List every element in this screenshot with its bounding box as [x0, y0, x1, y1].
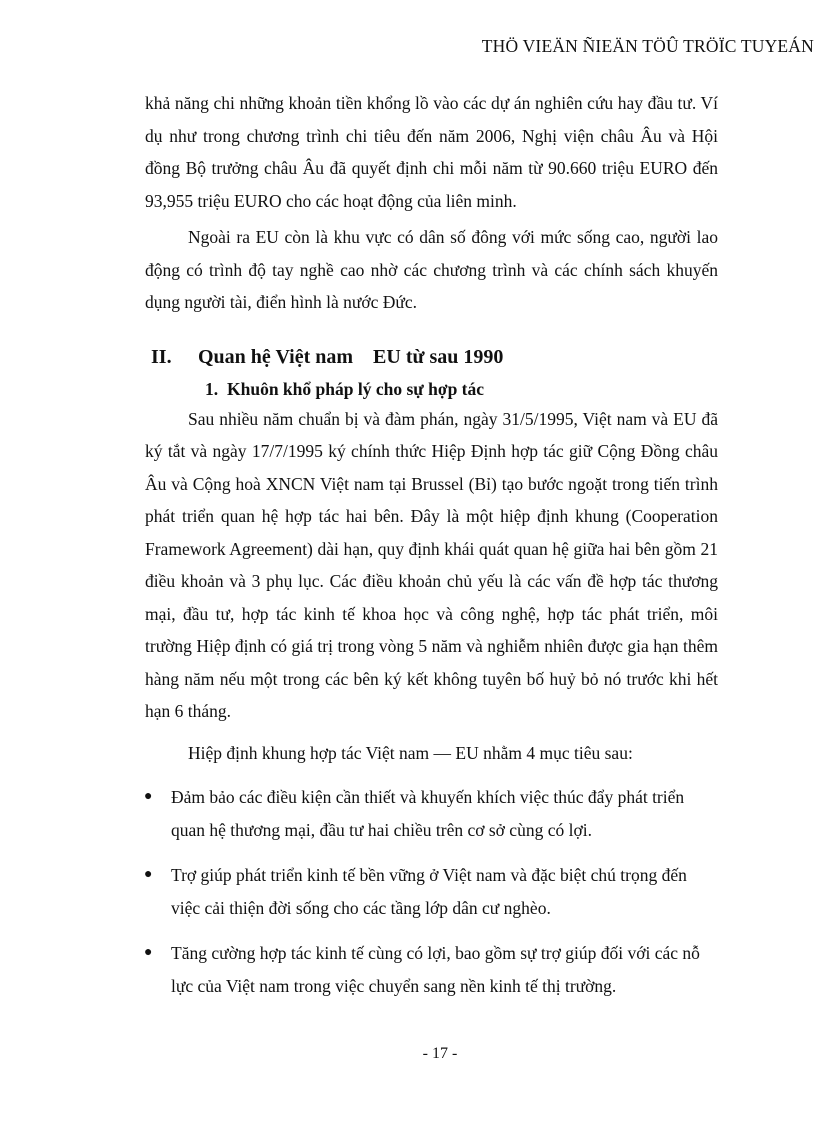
running-header: THÖ VIEÄN ÑIEÄN TÖÛ TRÖÏC TUYEÁN [481, 36, 814, 56]
subsection-title: Khuôn khổ pháp lý cho sự hợp tác [227, 378, 485, 399]
page-number: - 17 - [422, 1045, 458, 1062]
section-heading [145, 343, 718, 371]
paragraph-eu-spending: khả năng chi những khoản tiền khổng lồ vào các dự án nghiên cứu hay đầu tư. Ví dụ như trong chương trình chi tiêu đến năm 2006, Nghị viện châu Âu và Hội đồng Bộ trưởng châu Âu đã quyết định chi mỗi năm từ 90.660 triệu EURO đến 93,955 triệu EURO cho các hoạt động của liên minh. [145, 93, 718, 211]
section-title-part2: EU từ sau 1990 [373, 345, 504, 368]
subsection-heading [205, 375, 718, 403]
section-number: II. [151, 345, 172, 368]
subsection-number: 1. [205, 378, 219, 399]
paragraph-eu-population: Ngoài ra EU còn là khu vực có dân số đông với mức sống cao, người lao động có trình độ tay nghề cao nhờ các chương trình và các chính sách khuyến dụng người tài, điển hình là nước Đức. [145, 227, 718, 312]
paragraph-objectives-intro: Hiệp định khung hợp tác Việt nam — EU nhằm 4 mục tiêu sau: [188, 742, 633, 763]
bullet-icon: ● [144, 789, 153, 804]
bullet-icon: ● [144, 945, 153, 960]
paragraph-agreement: Sau nhiều năm chuẩn bị và đàm phán, ngày 31/5/1995, Việt nam và EU đã ký tắt và ngày 17/7/1995 ký chính thức Hiệp Định hợp tác giữ Cộng Đồng châu Âu và Cộng hoà XNCN Việt nam tại Brussel (Bỉ) tạo bước ngoặt trong tiến trình phát triển quan hệ hợp tác hai bên. Đây là một hiệp định khung (Cooperation Framework Agreement) dài hạn, quy định khái quát quan hệ giữa hai bên gồm 21 điều khoản và 3 phụ lục. Các điều khoản chủ yếu là các vấn đề hợp tác thương mại, đầu tư, hợp tác kinh tế khoa học và công nghệ, hợp tác phát triển, môi trường Hiệp định có giá trị trong vòng 5 năm và nghiễm nhiên được gia hạn thêm hàng năm nếu một trong các bên ký kết không tuyên bố huỷ bỏ nó trước khi hết hạn 6 tháng. [145, 408, 718, 721]
objectives-list [145, 781, 718, 1002]
section-title-part1: Quan hệ Việt nam [198, 345, 354, 368]
bullet-icon: ● [144, 867, 153, 882]
page-body [145, 87, 718, 1015]
list-item: ● Đảm bảo các điều kiện cần thiết và khuyến khích việc thúc đẩy phát triển quan hệ thương mại, đầu tư hai chiều trên cơ sở cùng có lợi. [145, 781, 718, 846]
list-item: ● Tăng cường hợp tác kinh tế cùng có lợi, bao gồm sự trợ giúp đối với các nỗ lực của Việt nam trong việc chuyển sang nền kinh tế thị trường. [145, 937, 718, 1002]
list-item: ● Trợ giúp phát triển kinh tế bền vững ở Việt nam và đặc biệt chú trọng đến việc cải thiện đời sống cho các tầng lớp dân cư nghèo. [145, 859, 718, 924]
